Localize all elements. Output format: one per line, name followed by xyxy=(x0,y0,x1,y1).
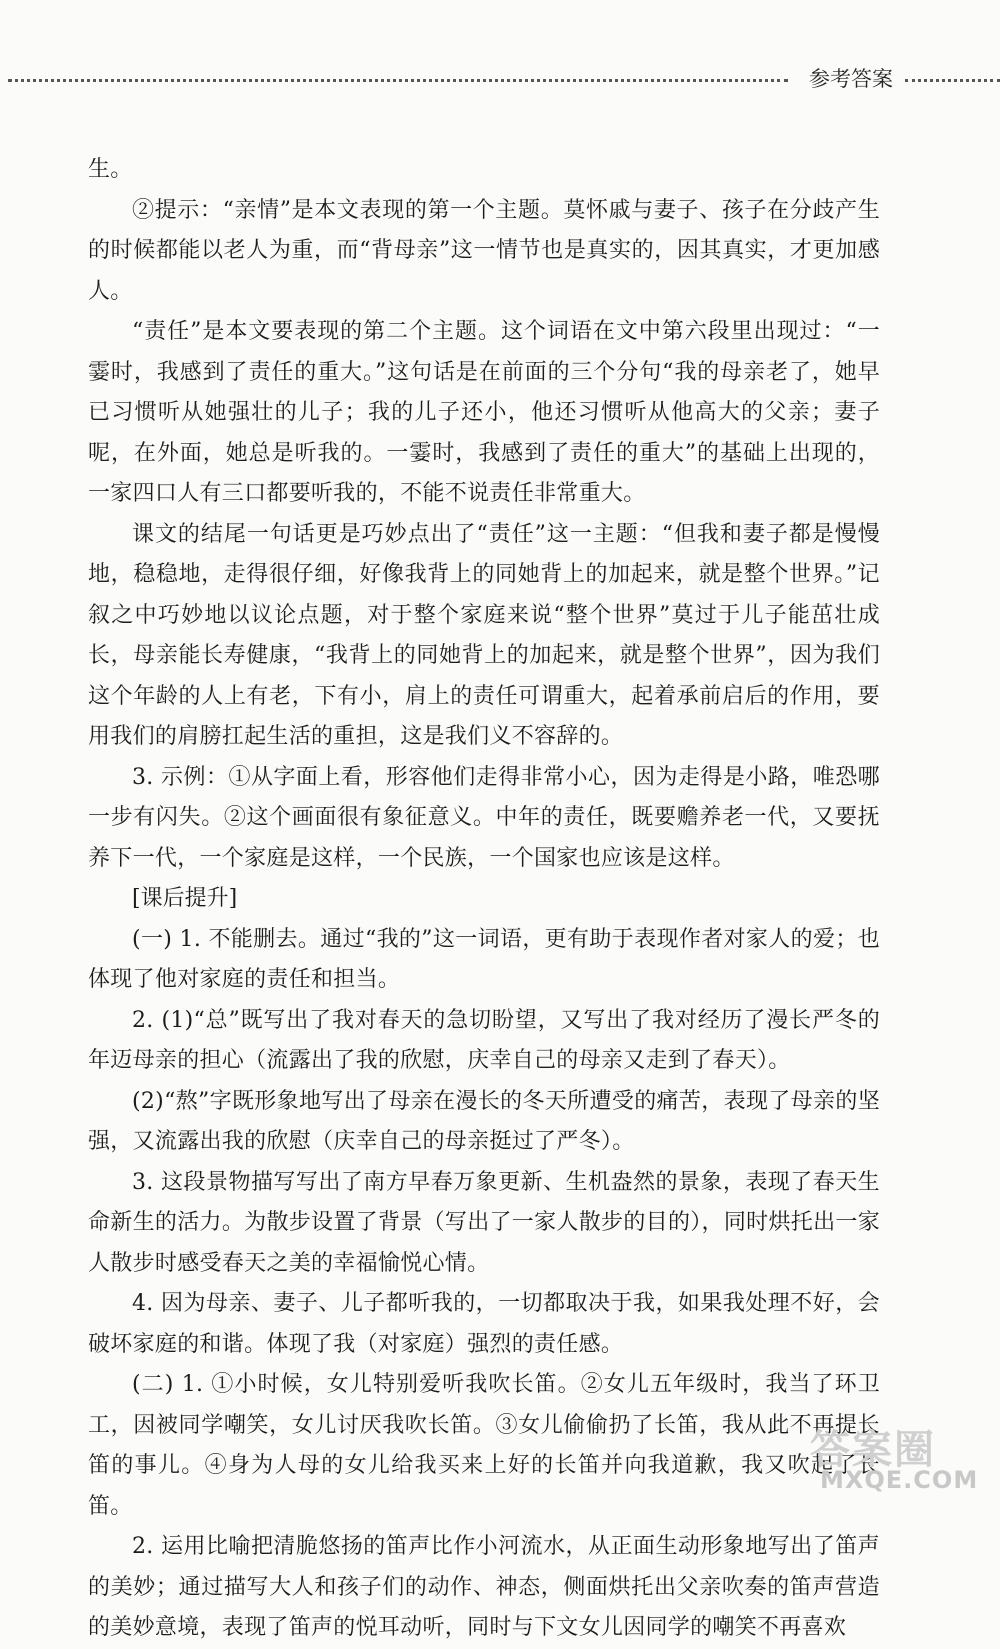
paragraph: 3. 示例：①从字面上看，形容他们走得非常小心，因为走得是小路，唯恐哪一步有闪失。②这个画面很有象征意义。中年的责任，既要赡养老一代，又要抚养下一代，一个家庭是这样，一个民族，一个国家也应该是这样。 xyxy=(88,764,880,871)
paragraph: “责任”是本文要表现的第二个主题。这个词语在文中第六段里出现过：“一霎时，我感到了责任的重大。”这句话是在前面的三个分句“我的母亲老了，她早已习惯听从她强壮的儿子；我的儿子还小，他还习惯听从他高大的父亲；妻子呢，在外面，她总是听我的。一霎时，我感到了责任的重大”的基础上出现的，一家四口人有三口都要听我的，不能不说责任非常重大。 xyxy=(88,319,880,506)
answer-content xyxy=(88,150,880,1649)
paragraph: 2. (1)“总”既写出了我对春天的急切盼望，又写出了我对经历了漫长严冬的年迈母亲的担心（流露出了我的欣慰，庆幸自己的母亲又走到了春天）。 xyxy=(88,1007,880,1073)
watermark-text-top: 答案圈 xyxy=(810,1427,936,1473)
paragraph: 4. 因为母亲、妻子、儿子都听我的，一切都取决于我，如果我处理不好，会破坏家庭的和谐。体现了我（对家庭）强烈的责任感。 xyxy=(88,1291,880,1357)
header-dotted-rule-right xyxy=(905,79,1000,82)
paragraph: 2. 运用比喻把清脆悠扬的笛声比作小河流水，从正面生动形象地写出了笛声的美妙；通过描写大人和孩子们的动作、神态，侧面烘托出父亲吹奏的笛声营造的美妙意境，表现了笛声的悦耳动听，同时与下文女儿因同学的嘲笑不再喜欢 xyxy=(88,1534,880,1640)
header-title: 参考答案 xyxy=(809,67,893,91)
watermark-text-bottom: MXQE.COM xyxy=(820,1466,979,1494)
paragraph: 课文的结尾一句话更是巧妙点出了“责任”这一主题：“但我和妻子都是慢慢地，稳稳地，走得很仔细，好像我背上的同她背上的加起来，就是整个世界。”记叙之中巧妙地以议论点题，对于整个家庭来说“整个世界”莫过于儿子能茁壮成长，母亲能长寿健康，“我背上的同她背上的加起来，就是整个世界”，因为我们这个年龄的人上有老，下有小，肩上的责任可谓重大，起着承前启后的作用，要用我们的肩膀扛起生活的重担，这是我们义不容辞的。 xyxy=(88,521,880,749)
header-dotted-rule-left xyxy=(8,79,788,82)
paragraph: ②提示：“亲情”是本文表现的第一个主题。莫怀戚与妻子、孩子在分歧产生的时候都能以老人为重，而“背母亲”这一情节也是真实的，因其真实，才更加感人。 xyxy=(88,197,880,304)
paragraph: (一) 1. 不能删去。通过“我的”这一词语，更有助于表现作者对家人的爱；也体现了他对家庭的责任和担当。 xyxy=(88,926,880,992)
paragraph: (二) 1. ①小时候，女儿特别爱听我吹长笛。②女儿五年级时，我当了环卫工，因被同学嘲笑，女儿讨厌我吹长笛。③女儿偷偷扔了长笛，我从此不再提长笛的事儿。④身为人母的女儿给我买来上好的长笛并向我道歉，我又吹起了长笛。 xyxy=(88,1372,880,1519)
site-watermark-logo xyxy=(798,1418,978,1498)
paragraph: (2)“熬”字既形象地写出了母亲在漫长的冬天所遭受的痛苦，表现了母亲的坚强，又流露出我的欣慰（庆幸自己的母亲挺过了严冬）。 xyxy=(88,1088,880,1154)
paragraph: 3. 这段景物描写写出了南方早春万象更新、生机盎然的景象，表现了春天生命新生的活力。为散步设置了背景（写出了一家人散步的目的），同时烘托出一家人散步时感受春天之美的幸福愉悦心情。 xyxy=(88,1169,880,1276)
section-heading: [课后提升] xyxy=(132,886,238,911)
page-header xyxy=(0,62,1000,98)
paragraph: 生。 xyxy=(88,157,133,182)
